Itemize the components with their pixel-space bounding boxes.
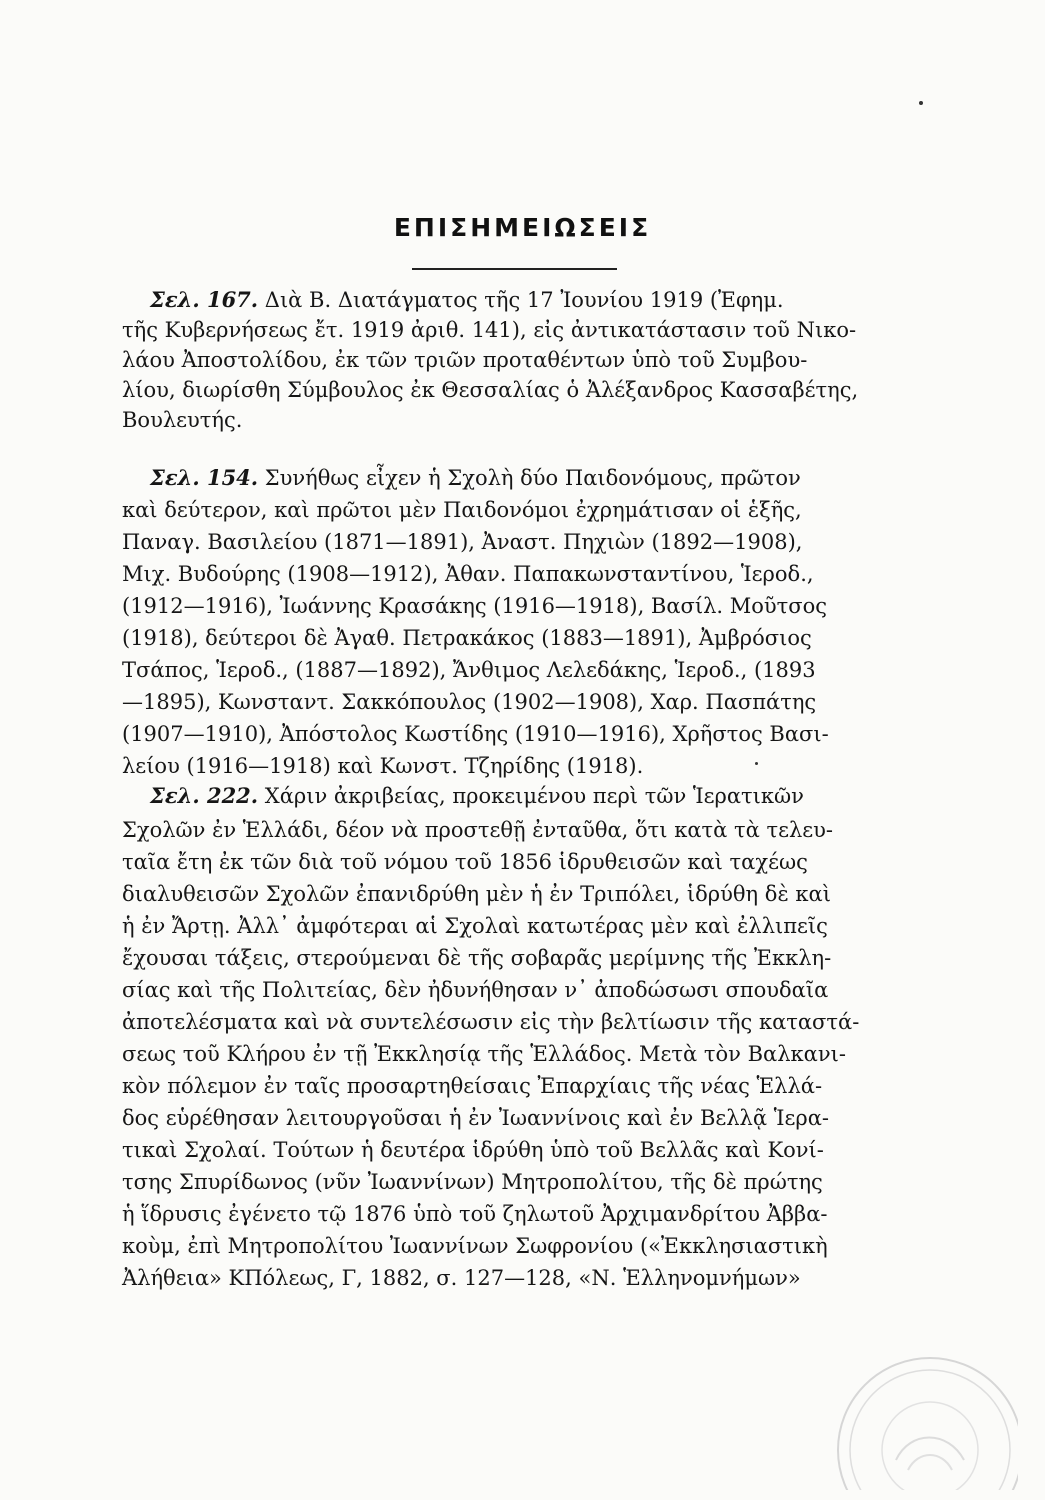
text-line (122, 655, 816, 685)
line-text: Βουλευτής. (122, 408, 243, 432)
text-line (122, 719, 829, 749)
line-text: ἡ ἵδρυσις ἐγένετο τῷ 1876 ὑπὸ τοῦ ζηλωτοῦ Ἀρχιμανδρίτου Ἀββα- (122, 1202, 828, 1226)
heading-rule (412, 268, 617, 270)
line-text: λίου, διωρίσθη Σύμβουλος ἐκ Θεσσαλίας ὁ Ἀλέξανδρος Κασσαβέτης, (122, 378, 859, 402)
text-line (122, 1039, 846, 1069)
line-text: τῆς Κυβερνήσεως ἔτ. 1919 ἀριθ. 141), εἰς ἀντικατάστασιν τοῦ Νικο- (122, 318, 857, 342)
text-line (122, 591, 827, 621)
line-text: τικαὶ Σχολαί. Τούτων ἡ δευτέρα ἱδρύθη ὑπὸ τοῦ Βελλᾶς καὶ Κονί- (122, 1138, 824, 1162)
line-text: ἡ ἐν Ἄρτῃ. Ἀλλ᾽ ἀμφότεραι αἱ Σχολαὶ κατωτέρας μὲν καὶ ἐλλιπεῖς (122, 914, 828, 938)
line-text: δος εὑρέθησαν λειτουργοῦσαι ἡ ἐν Ἰωαννίνοις καὶ ἐν Βελλᾷ Ἱερα- (122, 1106, 829, 1130)
line-text: (1912—1916), Ἰωάννης Κρασάκης (1916—1918), Βασίλ. Μοῦτσος (122, 594, 828, 618)
text-line (122, 559, 814, 589)
line-text: Διὰ Β. Διατάγματος τῆς 17 Ἰουνίου 1919 (Ἐφημ. (258, 288, 784, 312)
line-text: λάου Ἀποστολίδου, ἐκ τῶν τριῶν προταθέντων ὑπὸ τοῦ Συμβου- (122, 348, 808, 372)
text-line (122, 623, 812, 653)
text-line (122, 1199, 827, 1229)
text-line (122, 1263, 801, 1293)
text-line (150, 781, 804, 811)
text-line (122, 1135, 824, 1165)
line-text: λείου (1916—1918) καὶ Κωνστ. Τζηρίδης (1918). (122, 754, 644, 778)
page-heading: ΕΠΙΣΗΜΕΙΩΣΕΙΣ (393, 213, 652, 242)
page-reference: Σελ. 154. (150, 465, 259, 490)
line-text: ἀποτελέσματα καὶ νὰ συντελέσωσιν εἰς τὴν βελτίωσιν τῆς καταστά- (122, 1010, 860, 1034)
text-line (122, 1071, 822, 1101)
text-line (122, 315, 856, 345)
text-line (122, 751, 643, 781)
speck-mark (919, 101, 923, 105)
line-text: Μιχ. Βυδούρης (1908—1912), Ἀθαν. Παπακωνσταντίνου, Ἱεροδ., (122, 562, 814, 586)
line-text: Σχολῶν ἐν Ἑλλάδι, δέον νὰ προστεθῇ ἐνταῦθα, ὅτι κατὰ τὰ τελευ- (122, 818, 833, 842)
text-line (122, 1103, 829, 1133)
line-text: Ἀλήθεια» ΚΠόλεως, Γ, 1882, σ. 127—128, «Ν. Ἑλληνομνήμων» (122, 1266, 801, 1290)
line-text: Συνήθως εἶχεν ἡ Σχολὴ δύο Παιδονόμους, πρῶτον (258, 466, 801, 490)
text-line (122, 345, 807, 375)
line-text: —1895), Κωνσταντ. Σακκόπουλος (1902—1908), Χαρ. Πασπάτης (122, 690, 817, 714)
line-text: τσης Σπυρίδωνος (νῦν Ἰωαννίνων) Μητροπολίτου, τῆς δὲ πρώτης (122, 1170, 823, 1194)
line-text: κὸν πόλεμον ἐν ταῖς προσαρτηθείσαις Ἐπαρχίαις τῆς νέας Ἑλλά- (122, 1074, 823, 1098)
line-text: διαλυθεισῶν Σχολῶν ἐπανιδρύθη μὲν ἡ ἐν Τριπόλει, ἱδρύθη δὲ καὶ (122, 882, 831, 906)
text-line (122, 1231, 828, 1261)
line-text: κοὺμ, ἐπὶ Μητροπολίτου Ἰωαννίνων Σωφρονίου («Ἐκκλησιαστικὴ (122, 1234, 828, 1258)
text-line (122, 1007, 859, 1037)
text-line (122, 879, 831, 909)
text-line (150, 285, 784, 315)
speck-mark (755, 762, 758, 765)
text-line (122, 975, 828, 1005)
text-line (122, 687, 816, 717)
library-seal-stamp (818, 1350, 1018, 1490)
line-text: Παναγ. Βασιλείου (1871—1891), Ἀναστ. Πηχιὼν (1892—1908), (122, 530, 803, 554)
text-line (122, 405, 242, 435)
text-line (122, 911, 828, 941)
text-line (122, 847, 808, 877)
line-text: (1907—1910), Ἀπόστολος Κωστίδης (1910—1916), Χρῆστος Βασι- (122, 722, 829, 746)
text-line (122, 943, 831, 973)
line-text: Χάριν ἀκριβείας, προκειμένου περὶ τῶν Ἱερατικῶν (258, 784, 804, 808)
line-text: ἔχουσαι τάξεις, στερούμεναι δὲ τῆς σοβαρᾶς μερίμνης τῆς Ἐκκλη- (122, 946, 832, 970)
text-line (122, 527, 802, 557)
page-reference: Σελ. 167. (150, 287, 259, 312)
line-text: σεως τοῦ Κλήρου ἐν τῇ Ἐκκλησίᾳ τῆς Ἑλλάδος. Μετὰ τὸν Βαλκανι- (122, 1042, 846, 1066)
line-text: (1918), δεύτεροι δὲ Ἀγαθ. Πετρακάκος (1883—1891), Ἀμβρόσιος (122, 626, 812, 650)
line-text: Τσάπος, Ἱεροδ., (1887—1892), Ἄνθιμος Λελεδάκης, Ἱεροδ., (1893 (122, 658, 816, 682)
line-text: σίας καὶ τῆς Πολιτείας, δὲν ἠδυνήθησαν ν᾽ ἀποδώσωσι σπουδαῖα (122, 978, 829, 1002)
line-text: καὶ δεύτερον, καὶ πρῶτοι μὲν Παιδονόμοι ἐχρημάτισαν οἱ ἑξῆς, (122, 498, 802, 522)
text-line (122, 815, 833, 845)
text-line (150, 463, 801, 493)
text-line (122, 495, 802, 525)
text-line (122, 1167, 823, 1197)
line-text: ταῖα ἔτη ἐκ τῶν διὰ τοῦ νόμου τοῦ 1856 ἱδρυθεισῶν καὶ ταχέως (122, 850, 808, 874)
page-reference: Σελ. 222. (150, 783, 259, 808)
text-line (122, 375, 858, 405)
